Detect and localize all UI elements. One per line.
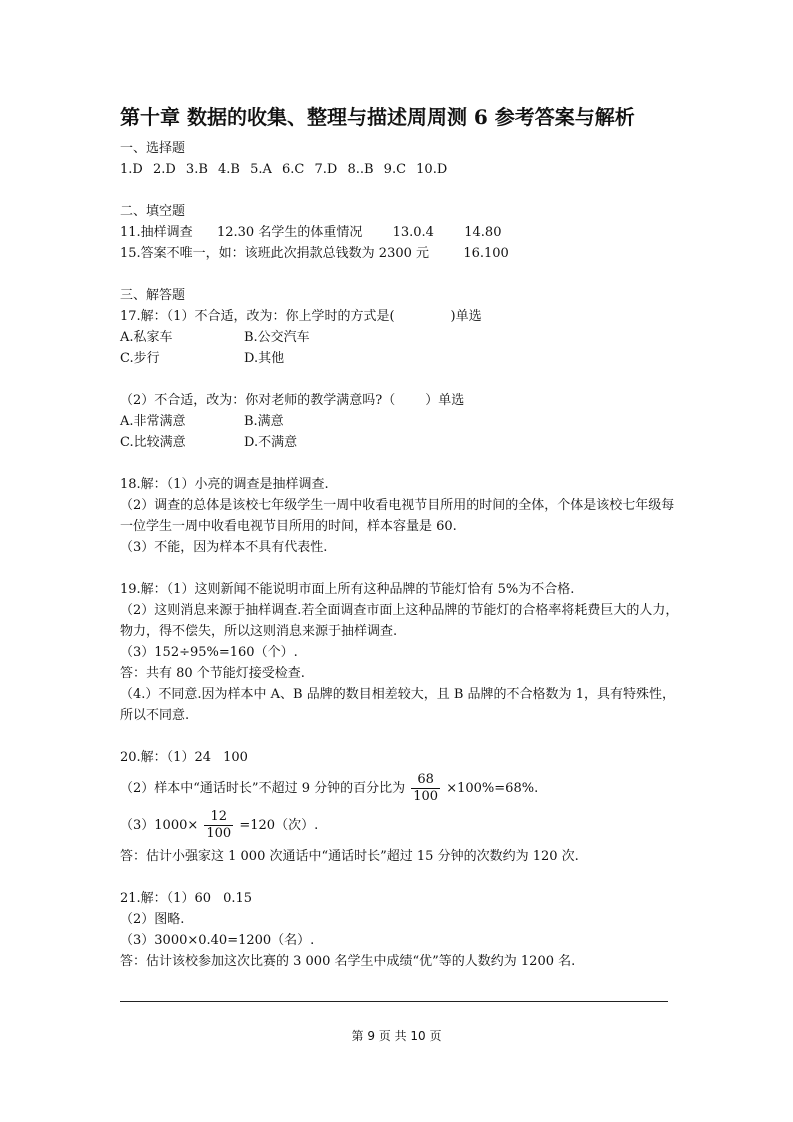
document-page xyxy=(120,100,680,972)
section1-heading: 一、选择题 xyxy=(120,141,186,156)
fraction-denominator: 100 xyxy=(413,789,439,804)
fraction-68-100 xyxy=(411,772,440,805)
q17-options2-row2 xyxy=(120,432,680,453)
q17-part1-text: 17.解：（1）不合适，改为：你上学时的方式是( xyxy=(120,309,395,324)
answer-16: 16.100 xyxy=(463,246,509,261)
footer-divider xyxy=(120,1001,668,1002)
q19-line4: 答：共有 80 个节能灯接受检查. xyxy=(120,666,305,681)
q17-option-a: A.私家车 xyxy=(120,330,173,345)
answer-15: 15.答案不唯一，如：该班此次捐款总钱数为 2300 元 xyxy=(120,246,430,261)
fraction-numerator: 68 xyxy=(417,772,434,787)
q17-option2-c: C.比较满意 xyxy=(120,435,186,450)
section2-heading: 二、填空题 xyxy=(120,204,186,219)
fill-row-2 xyxy=(120,243,680,264)
q20-line2 xyxy=(120,772,680,805)
q20-line1: 20.解：（1）24 100 xyxy=(120,750,248,765)
q19-line3: （3）152÷95%=160（个）. xyxy=(120,645,298,660)
q17-option2-b: B.满意 xyxy=(244,414,284,429)
q17-option2-a: A.非常满意 xyxy=(120,414,186,429)
q19-line5: （4.）不同意.因为样本中 A、B 品牌的数目相差较大，且 B 品牌的不合格数为 1，具有特殊性，所以不同意. xyxy=(120,687,675,723)
q19-line2: （2）这则消息来源于抽样调查.若全面调查市面上这种品牌的节能灯的合格率将耗费巨大的人力，物力，得不偿失，所以这则消息来源于抽样调查. xyxy=(120,603,679,639)
q19-line1: 19.解：（1）这则新闻不能说明市面上所有这种品牌的节能灯恰有 5%为不合格. xyxy=(120,582,575,597)
q20-line3 xyxy=(120,809,680,842)
q18-line3: （3）不能，因为样本不具有代表性. xyxy=(120,540,328,555)
q17-option-d: D.其他 xyxy=(244,351,285,366)
q17-option-c: C.步行 xyxy=(120,351,160,366)
q20-line3-text: （3）1000× xyxy=(120,818,199,833)
answer-13: 13.0.4 xyxy=(392,225,434,240)
fraction-numerator: 12 xyxy=(210,809,228,824)
q20-line2-text: （2）样本中“通话时长”不超过 9 分钟的百分比为 xyxy=(120,781,406,796)
answer-14: 14.80 xyxy=(464,225,502,240)
q17-options-row2 xyxy=(120,348,680,369)
fraction-12-100 xyxy=(204,809,233,842)
q20-line3-result: =120（次）. xyxy=(239,818,319,833)
q17-option2-d: D.不满意 xyxy=(244,435,298,450)
q21-line1: 21.解：（1）60 0.15 xyxy=(120,891,253,906)
q17-part2 xyxy=(120,390,680,411)
q17-option-b: B.公交汽车 xyxy=(244,330,310,345)
q17-options-row1 xyxy=(120,327,680,348)
q17-part2-suffix: ）单选 xyxy=(425,393,465,408)
q18-line2: （2）调查的总体是该校七年级学生一周中收看电视节目所用的时间的全体，个体是该校七年级每一位学生一周中收看电视节目所用的时间，样本容量是 60. xyxy=(120,498,675,534)
answer-12: 12.30 名学生的体重情况 xyxy=(216,225,363,240)
q17-part2-text: （2）不合适，改为：你对老师的教学满意吗?（ xyxy=(120,393,396,408)
answer-11: 11.抽样调查 xyxy=(120,225,193,240)
q21-line3: （3）3000×0.40=1200（名）. xyxy=(120,933,315,948)
q17-options2-row1 xyxy=(120,411,680,432)
section1-answers: 1.D 2.D 3.B 4.B 5.A 6.C 7.D 8..B 9.C 10.D xyxy=(120,162,448,177)
fill-row-1 xyxy=(120,222,680,243)
q20-line4: 答：估计小强家这 1 000 次通话中“通话时长”超过 15 分钟的次数约为 120 次. xyxy=(120,849,579,864)
page-title: 第十章 数据的收集、整理与描述周周测 6 参考答案与解析 xyxy=(120,105,635,129)
q20-line2-result: ×100%=68%. xyxy=(446,781,539,796)
q17-part1-suffix: )单选 xyxy=(450,309,482,324)
page-footer: 第 9 页 共 10 页 xyxy=(351,1029,442,1043)
q21-line4: 答：估计该校参加这次比赛的 3 000 名学生中成绩“优”等的人数约为 1200 名. xyxy=(120,954,576,969)
q17-part1 xyxy=(120,306,680,327)
q18-line1: 18.解：（1）小亮的调查是抽样调查. xyxy=(120,477,329,492)
q21-line2: （2）图略. xyxy=(120,912,185,927)
fraction-denominator: 100 xyxy=(206,826,232,841)
section3-heading: 三、解答题 xyxy=(120,288,186,303)
